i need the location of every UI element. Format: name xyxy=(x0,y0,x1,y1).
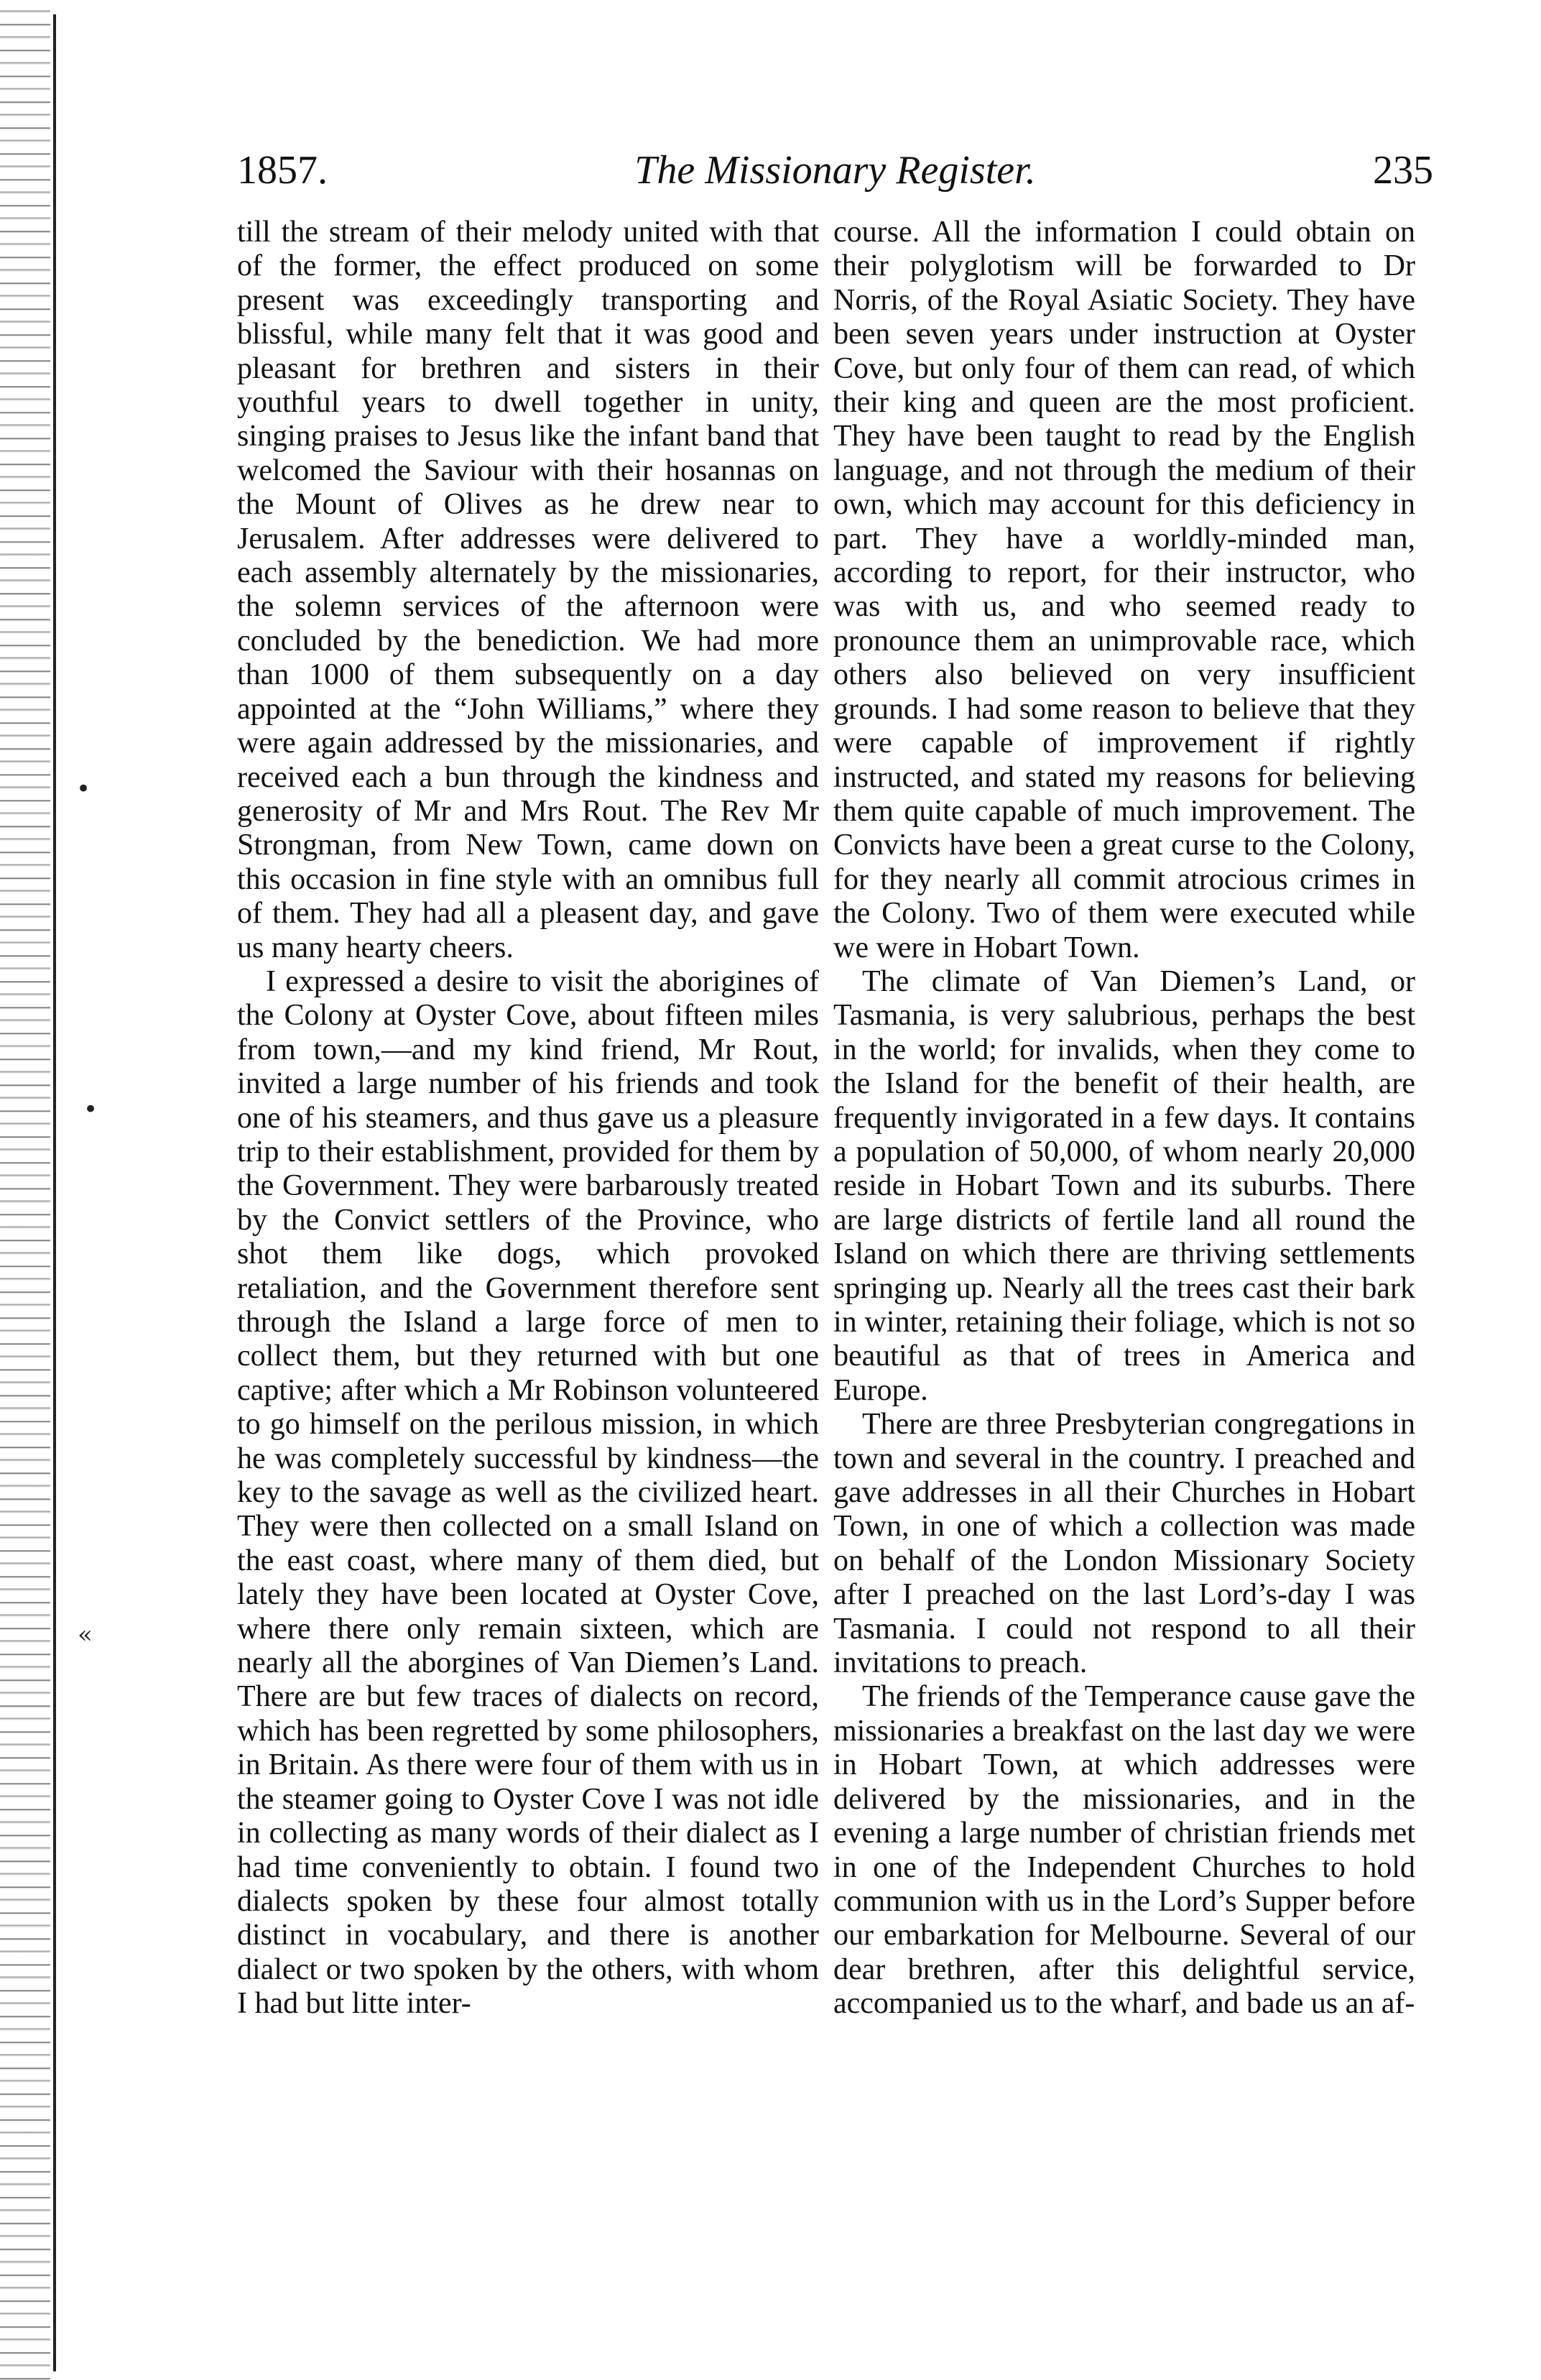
left-column xyxy=(237,216,819,2285)
paragraph: till the stream of their melody united with that of the former, the effect produced on some present was exceedingly transporting and blissful, while many felt that it was good and pleasant for brethren and sisters in their youthful years to dwell together in unity, singing praises to Jesus like the infant band that welcomed the Saviour with their hosannas on the Mount of Olives as he drew near to Jerusalem. After addresses were delivered to each assembly alternately by the missionaries, the solemn services of the afternoon were concluded by the benediction. We had more than 1000 of them subsequently on a day appointed at the “John Williams,” where they were again addressed by the missionaries, and received each a bun through the kindness and generosity of Mr and Mrs Rout. The Rev Mr Strongman, from New Town, came down on this occasion in fine style with an omnibus full of them. They had all a pleasent day, and gave us many hearty cheers. xyxy=(237,216,819,964)
header-title: The Missionary Register. xyxy=(634,148,1036,193)
paragraph: course. All the information I could obtain on their polyglotism will be forwarded to Dr Norris, of the Royal Asiatic Society. They have been seven years under instruction at Oyster Cove, but only four of them can read, of which their king and queen are the most proficient. They have been taught to read by the English language, and not through the medium of their own, which may account for this deficiency in part. They have a worldly-minded man, according to report, for their instructor, who was with us, and who seemed ready to pronounce them an unimprovable race, which others also believed on very insufficient grounds. I had some reason to believe that they were capable of improvement if rightly instructed, and stated my reasons for believing them quite capable of much improvement. The Convicts have been a great curse to the Colony, for they nearly all commit atrocious crimes in the Colony. Two of them were executed while we were in Hobart Town. xyxy=(833,216,1415,964)
running-header xyxy=(237,147,1433,198)
margin-mark: • xyxy=(83,1095,98,1124)
margin-mark: • xyxy=(76,775,91,803)
paragraph: I expressed a desire to visit the aborigines of the Colony at Oyster Cove, about fifteen miles from town,—and my kind friend, Mr Rout, invited a large number of his friends and took one of his steamers, and thus gave us a pleasure trip to their establishment, provided for them by the Government. They were barbarously treated by the Convict settlers of the Province, who shot them like dogs, which provoked retaliation, and the Government therefore sent through the Island a large force of men to collect them, but they returned with but one captive; after which a Mr Robinson volunteered to go himself on the perilous mission, in which he was completely successful by kindness—the key to the savage as well as the civilized heart. They were then collected on a small Island on the east coast, where many of them died, but lately they have been located at Oyster Cove, where there only remain sixteen, which are nearly all the aborgines of Van Diemen’s Land. There are but few traces of dialects on record, which has been regretted by some philosophers, in Britain. As there were four of them with us in the steamer going to Oyster Cove I was not idle in collecting as many words of their dialect as I had time conveniently to obtain. I found two dialects spoken by these four almost totally distinct in vocabulary, and there is another dialect or two spoken by the others, with whom I had but litte inter- xyxy=(237,964,819,2021)
right-column xyxy=(833,216,1415,2285)
margin-rule xyxy=(53,14,56,2371)
page-number: 235 xyxy=(1373,148,1433,193)
paragraph: There are three Presbyterian congregations in town and several in the country. I preached and gave addresses in all their Churches in Hobart Town, in one of which a collection was made on behalf of the London Missionary Society after I preached on the last Lord’s-day I was Tasmania. I could not respond to all their invitations to preach. xyxy=(833,1408,1415,1680)
header-year: 1857. xyxy=(237,148,328,193)
paragraph: The climate of Van Diemen’s Land, or Tasmania, is very salubrious, perhaps the best in the world; for invalids, when they come to the Island for the benefit of their health, are frequently invigorated in a few days. It contains a population of 50,000, of whom nearly 20,000 reside in Hobart Town and its suburbs. There are large districts of fertile land all round the Island on which there are thriving settlements springing up. Nearly all the trees cast their bark in winter, retaining their foliage, which is not so beautiful as that of trees in America and Europe. xyxy=(833,964,1415,1407)
page-spine-edge xyxy=(0,0,50,2380)
paragraph: The friends of the Temperance cause gave the missionaries a breakfast on the last day we were in Hobart Town, at which addresses were delivered by the missionaries, and in the evening a large number of christian friends met in one of the Independent Churches to hold communion with us in the Lord’s Supper before our embarkation for Melbourne. Several of our dear brethren, after this delightful service, accompanied us to the wharf, and bade us an af- xyxy=(833,1680,1415,2021)
margin-mark: « xyxy=(78,1620,93,1649)
